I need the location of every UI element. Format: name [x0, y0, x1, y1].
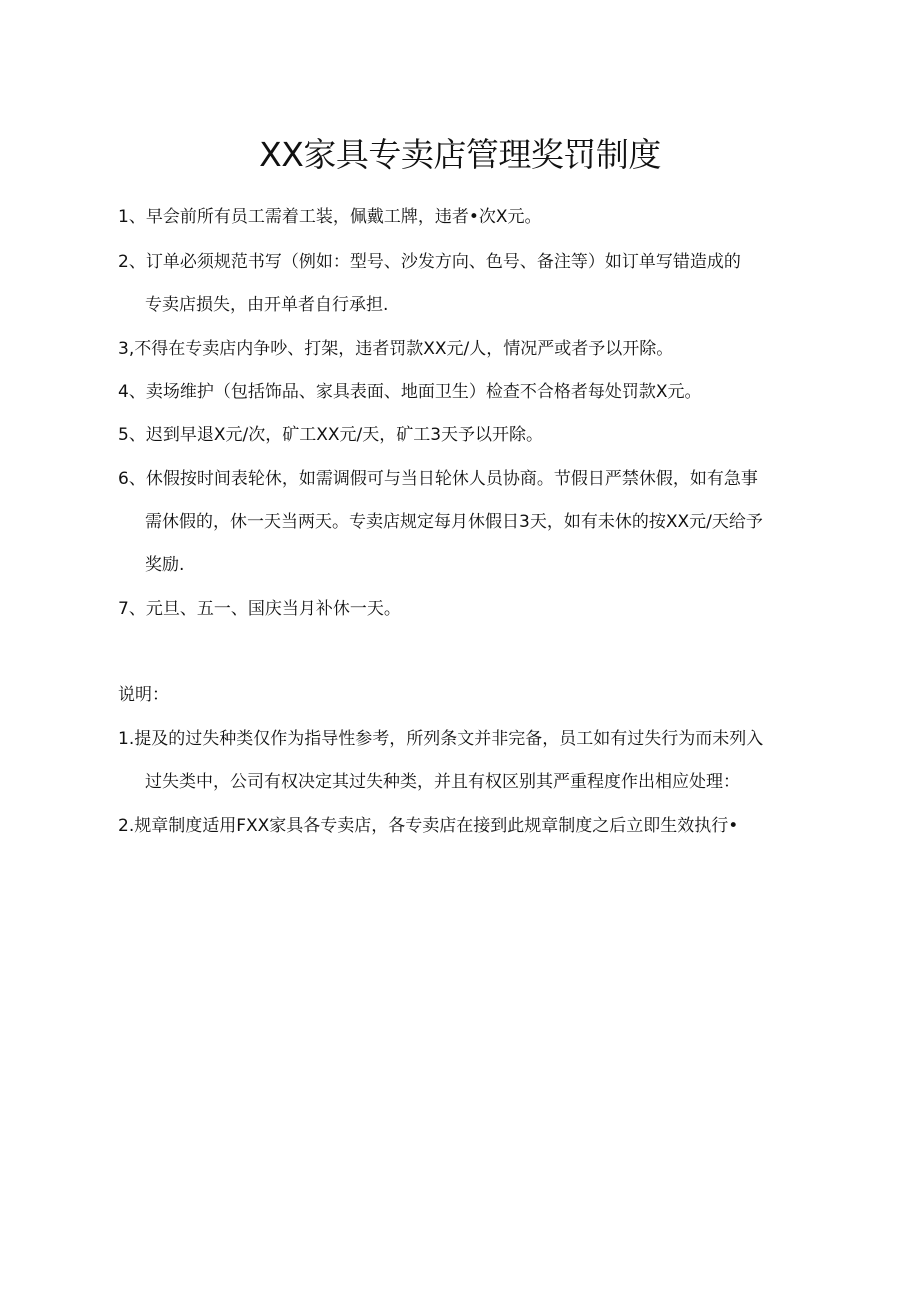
rule-6-line-2: 需休假的，休一天当两天。专卖店规定每月休假日3天，如有未休的按XX元/天给予 [145, 512, 763, 532]
document-title: XX家具专卖店管理奖罚制度 [259, 135, 661, 174]
rule-3-line-1: 3,不得在专卖店内争吵、打架，违者罚款XX元/人，情况严或者予以开除。 [118, 339, 674, 359]
note-1-line-2: 过失类中，公司有权决定其过失种类，并且有权区别其严重程度作出相应处理： [145, 772, 740, 792]
rule-2-line-1: 2、订单必须规范书写（例如：型号、沙发方向、色号、备注等）如订单写错造成的 [118, 252, 741, 272]
rule-6-line-3: 奖励. [145, 555, 185, 575]
rule-6-line-1: 6、休假按时间表轮休，如需调假可与当日轮休人员协商。节假日严禁休假，如有急事 [118, 469, 758, 489]
rule-5-line-1: 5、迟到早退X元/次，矿工XX元/天，矿工3天予以开除。 [118, 425, 544, 445]
notes-label: 说明： [118, 685, 169, 705]
rule-1-line-1: 1、早会前所有员工需着工装，佩戴工牌，违者•次X元。 [118, 207, 542, 227]
note-1-line-1: 1.提及的过失种类仅作为指导性参考，所列条文并非完备，员工如有过失行为而未列入 [118, 729, 764, 749]
rule-7-line-1: 7、元旦、五一、国庆当月补休一天。 [118, 599, 401, 619]
note-2-line-1: 2.规章制度适用FXX家具各专卖店，各专卖店在接到此规章制度之后立即生效执行• [118, 816, 739, 836]
rule-4-line-1: 4、卖场维护（包括饰品、家具表面、地面卫生）检查不合格者每处罚款X元。 [118, 382, 702, 402]
rule-2-line-2: 专卖店损失，由开单者自行承担. [145, 295, 389, 315]
